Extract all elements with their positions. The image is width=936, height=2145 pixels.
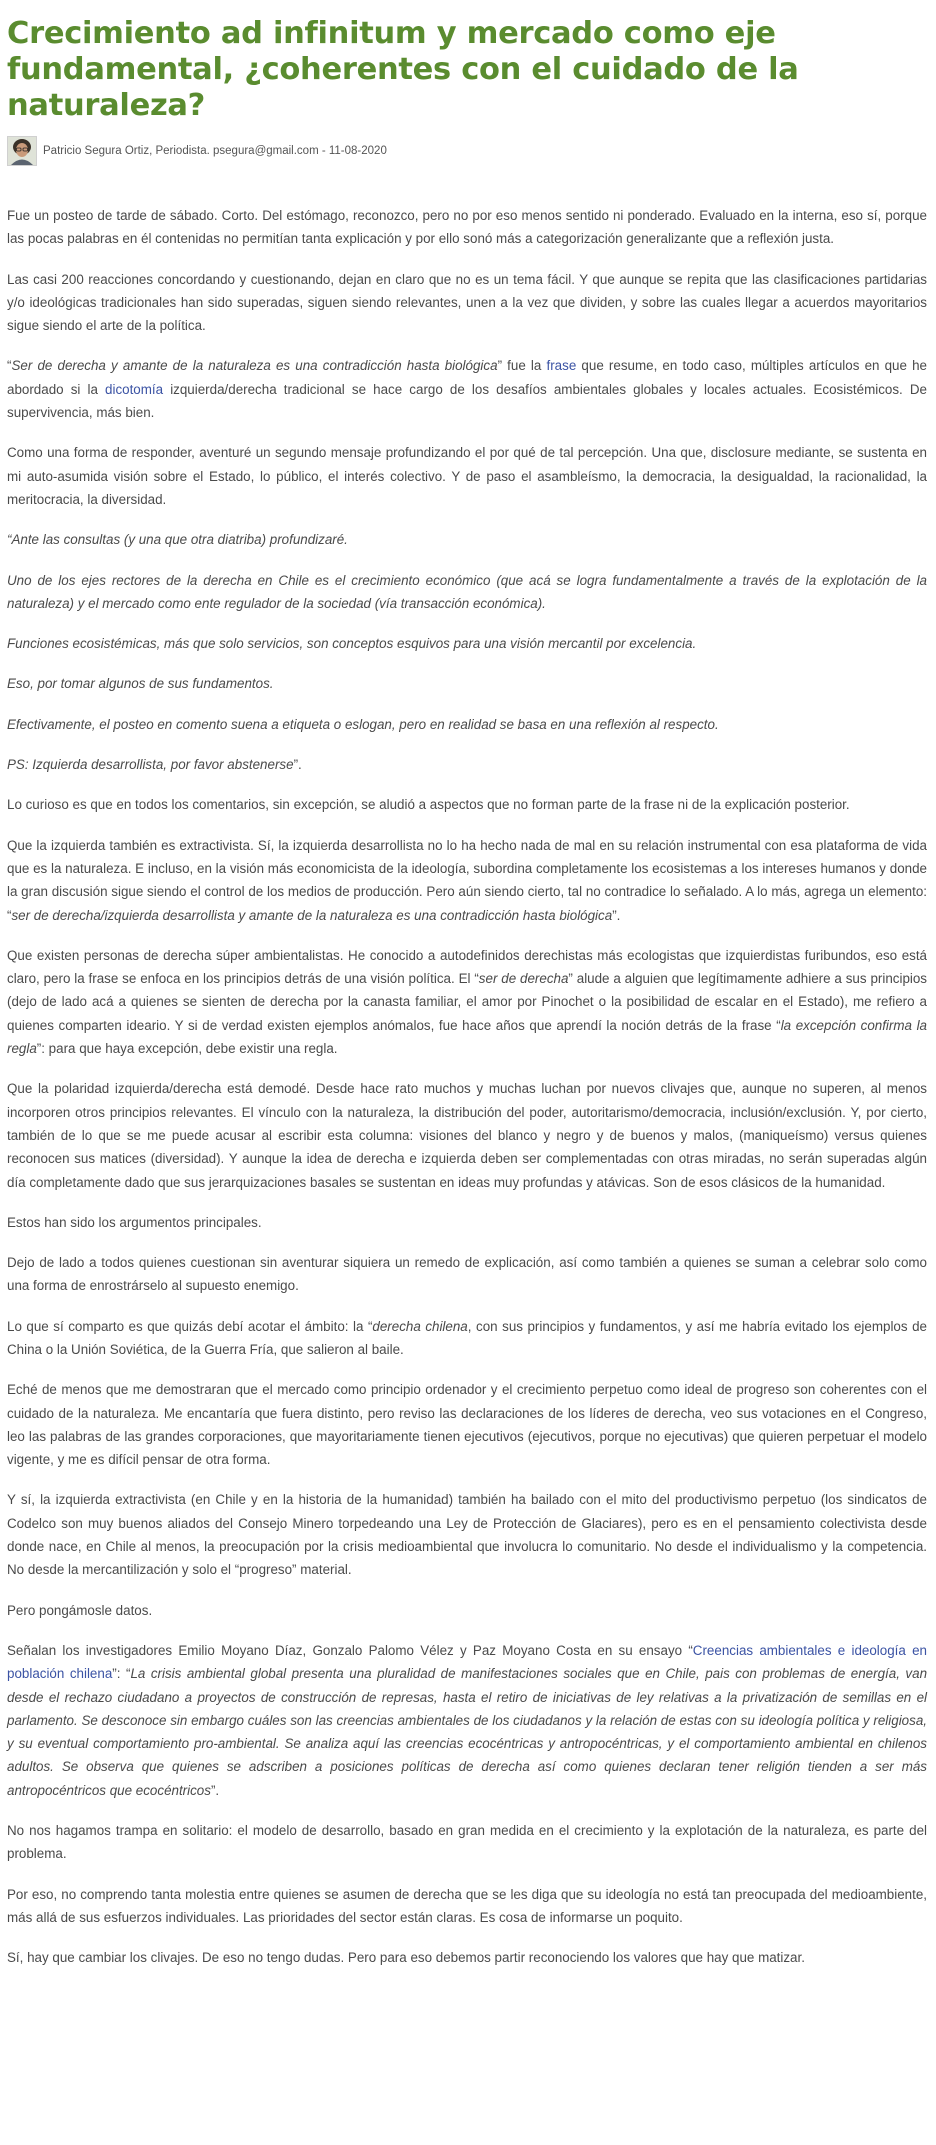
paragraph-12: Eché de menos que me demostraran que el mercado como principio ordenador y el crecimiento perpetuo como ideal de progreso son coherentes con el cuidado de la naturaleza. Me encantaría que fuera distinto, pero reviso las declaraciones de los líderes de derecha, veo sus votaciones en el Congreso, leo las palabras de las grandes corporaciones, que mayoritariamente tienen ejecutivos (ejecutivos, porque no ejecutivas) que quieren perpetuar el modelo vigente, y me es difícil pensar de otra forma.	[7, 1382, 927, 1468]
link-dicotomia[interactable]: dicotomía	[105, 381, 164, 397]
paragraph-10: Dejo de lado a todos quienes cuestionan sin aventurar siquiera un remedo de explicación, así como también a quienes se suman a celebrar solo como una forma de enrostrárselo al supuesto enemigo.	[7, 1255, 927, 1294]
quote-2: Uno de los ejes rectores de la derecha en Chile es el crecimiento económico (que acá se logra fundamentalmente a través de la explotación de la naturaleza) y el mercado como ente regulador de la sociedad (vía transacción económica).	[7, 572, 927, 611]
quote-3: Funciones ecosistémicas, más que solo servicios, son conceptos esquivos para una visión mercantil por excelencia.	[7, 636, 697, 652]
paragraph-2: Las casi 200 reacciones concordando y cuestionando, dejan en claro que no es un tema fácil. Y que aunque se repita que las clasificaciones partidarias y/o ideológicas tradicionales han sido superadas, siguen siendo relevantes, unen a la vez que dividen, y sobre las cuales llegar a acuerdos mayoritarios sigue siendo el arte de la política.	[7, 271, 927, 334]
paragraph-9: Estos han sido los argumentos principales.	[7, 1214, 262, 1230]
paragraph-18: Sí, hay que cambiar los clivajes. De eso no tengo dudas. Pero para eso debemos partir reconociendo los valores que hay que matizar.	[7, 1950, 805, 1966]
link-creencias-ambientales[interactable]: Creencias ambientales e ideología en población chilena	[7, 1642, 927, 1682]
paragraph-11: Lo que sí comparto es que quizás debí acotar el ámbito: la “derecha chilena, con sus principios y fundamentos, y así me habría evitado los ejemplos de China o la Unión Soviética, de la Guerra Fría, que salieron al baile.	[7, 1318, 927, 1357]
article	[7, 16, 927, 1987]
paragraph-16: No nos hagamos trampa en solitario: el modelo de desarrollo, basado en gran medida en el crecimiento y la explotación de la naturaleza, es parte del problema.	[7, 1823, 927, 1862]
author-avatar	[7, 136, 37, 166]
paragraph-17: Por eso, no comprendo tanta molestia entre quienes se asumen de derecha que se les diga que su ideología no está tan preocupada del medioambiente, más allá de sus esfuerzos individuales. Las prioridades del sector están claras. Es cosa de informarse un poquito.	[7, 1886, 927, 1925]
paragraph-13: Y sí, la izquierda extractivista (en Chile y en la historia de la humanidad) también ha bailado con el mito del productivismo perpetuo (los sindicatos de Codelco son muy buenos aliados del Consejo Minero torpedeando una Ley de Protección de Glaciares), pero es en el pensamiento colectivista desde donde nace, en Chile al menos, la preocupación por la crisis medioambiental que involucra lo comunitario. No desde el individualismo y la competencia. No desde la mercantilización y solo el “progreso” material.	[7, 1492, 927, 1578]
paragraph-15: Señalan los investigadores Emilio Moyano Díaz, Gonzalo Palomo Vélez y Paz Moyano Costa en su ensayo “Creencias ambientales e ideología en población chilena”: “La crisis ambiental global presenta una pluralidad de manifestaciones sociales que en Chile, pais con problemas de energía, van desde el rechazo ciudadano a proyectos de construcción de represas, hasta el retiro de iniciativas de ley relativas a la privatización de semillas en el parlamento. Se desconoce sin embargo cuáles son las creencias ambientales de los ciudadanos y la relación de estas con su ideología política y religiosa, y su eventual comportamiento pro-ambiental. Se analiza aquí las creencias ecocéntricas y antropocéntricas, y el comportamiento ambiental en chilenos adultos. Se observa que quienes se adscriben a posiciones políticas de derecha así como quienes declaran tener religión tienden a ser más antropocéntricos que ecocéntricos”.	[7, 1642, 928, 1798]
paragraph-3: “Ser de derecha y amante de la naturaleza es una contradicción hasta biológica” fue la frase que resume, en todo caso, múltiples artículos en que he abordado si la dicotomía izquierda/derecha tradicional se hace cargo de los desafíos ambientales globales y locales actuales. Ecosistémicos. De supervivencia, más bien.	[7, 358, 927, 421]
paragraph-8: Que la polaridad izquierda/derecha está demodé. Desde hace rato muchos y muchas luchan por nuevos clivajes que, aunque no superen, al menos incorporen otros principios relevantes. El vínculo con la naturaleza, la distribución del poder, autoritarismo/democracia, inclusión/exclusión. Y, por cierto, también de lo que se me puede acusar al escribir esta columna: visiones del blanco y negro y de buenos y malos, (maniqueísmo) versus quienes reconocen sus matices (diversidad). Y aunque la idea de derecha e izquierda deben ser complementadas con otras miradas, no serán superadas algún día completamente dado que sus jerarquizaciones basales se sustentan en ideas muy profundas y atávicas. Son de esos clásicos de la humanidad.	[7, 1081, 927, 1190]
paragraph-4: Como una forma de responder, aventuré un segundo mensaje profundizando el por qué de tal percepción. Una que, disclosure mediante, se sustenta en mi auto-asumida visión sobre el Estado, lo público, el interés colectivo. Y de paso el asambleísmo, la democracia, la desigualdad, la racionalidad, la meritocracia, la diversidad.	[7, 445, 927, 507]
quote-5: Efectivamente, el posteo en comento suena a etiqueta o eslogan, pero en realidad se basa en una reflexión al respecto.	[7, 716, 719, 732]
quote-1: “Ante las consultas (y una que otra diatriba) profundizaré.	[7, 532, 348, 548]
paragraph-5: Lo curioso es que en todos los comentarios, sin excepción, se aludió a aspectos que no forman parte de la frase ni de la explicación posterior.	[7, 797, 850, 813]
quote-6: PS: Izquierda desarrollista, por favor abstenerse”.	[7, 757, 302, 773]
byline	[7, 136, 927, 166]
article-body	[7, 204, 927, 1970]
paragraph-7: Que existen personas de derecha súper ambientalistas. He conocido a autodefinidos derechistas más ecologistas que izquierdistas furibundos, eso está claro, pero la frase se enfoca en los principios detrás de una visión política. El “ser de derecha” alude a alguien que legítimamente adhiere a sus principios (dejo de lado acá a quienes se sienten de derecha por la canasta familiar, el amor por Pinochet o la posibilidad de escalar en el Estado), me refiero a quienes comparten ideario. Y si de verdad existen ejemplos anómalos, fue hace años que aprendí la noción detrás de la frase “la excepción confirma la regla”: para que haya excepción, debe existir una regla.	[7, 947, 928, 1057]
author-photo-icon	[8, 137, 36, 165]
paragraph-14: Pero pongámosle datos.	[7, 1602, 153, 1618]
paragraph-1: Fue un posteo de tarde de sábado. Corto. Del estómago, reconozco, pero no por eso menos sentido ni ponderado. Evaluado en la interna, eso sí, porque las pocas palabras en él contenidas no permitían tanta explicación y por ello sonó más a categorización generalizante que a reflexión justa.	[7, 208, 927, 247]
quoted-phrase: Ser de derecha y amante de la naturaleza es una contradicción hasta biológica	[11, 358, 498, 374]
article-title: Crecimiento ad infinitum y mercado como eje fundamental, ¿coherentes con el cuidado de la naturaleza?	[7, 16, 799, 123]
link-frase[interactable]: frase	[546, 358, 577, 374]
byline-text: Patricio Segura Ortiz, Periodista. psegura@gmail.com - 11-08-2020	[43, 145, 387, 157]
paragraph-6: Que la izquierda también es extractivista. Sí, la izquierda desarrollista no lo ha hecho nada de mal en su relación instrumental con esa plataforma de vida que es la naturaleza. E incluso, en la visión más economicista de la ideología, subordina completamente los ecosistemas a los intereses humanos y donde la gran discusión sigue siendo el control de los medios de producción. Pero aún siendo cierto, tal no contradice lo señalado. A lo más, agrega un elemento: “ser de derecha/izquierda desarrollista y amante de la naturaleza es una contradicción hasta biológica”.	[7, 837, 927, 923]
quote-4: Eso, por tomar algunos de sus fundamentos.	[7, 676, 274, 692]
